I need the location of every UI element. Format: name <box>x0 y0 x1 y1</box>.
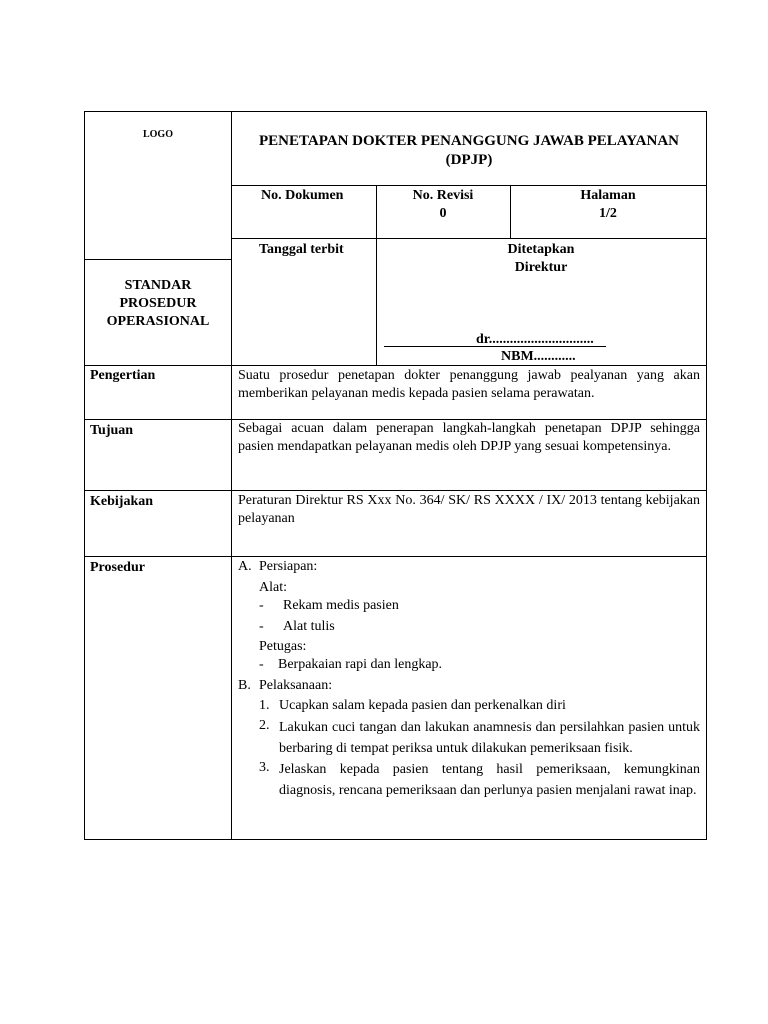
tanggal-terbit-label: Tanggal terbit <box>259 242 344 257</box>
petugas-item: Berpakaian rapi dan lengkap. <box>278 657 443 672</box>
step-b-title: Pelaksanaan: <box>259 678 333 693</box>
step-a-marker: A. <box>238 559 252 574</box>
table-border-right <box>706 111 707 840</box>
dash-marker: - <box>259 657 264 672</box>
step-text: Jelaskan kepada pasien tentang hasil pemeriksaan, kemungkinan diagnosis, rencana pemeriksaan dan perlunya pasien menjalani rawat inap. <box>279 762 700 798</box>
halaman-value: 1/2 <box>599 206 617 221</box>
sop-label-line1: STANDAR <box>124 278 192 293</box>
sop-label-line2: PROSEDUR <box>119 296 197 311</box>
kebijakan-text: Peraturan Direktur RS Xxx No. 364/ SK/ RS XXXX / IX/ 2013 tentang kebijakan pelayanan <box>238 493 700 526</box>
header-meta-divider <box>231 238 707 239</box>
step-number: 2. <box>259 718 270 733</box>
no-revisi-label: No. Revisi <box>412 188 474 203</box>
alat-item: Rekam medis pasien <box>283 598 399 613</box>
step-number: 3. <box>259 760 270 775</box>
step-number: 1. <box>259 698 270 713</box>
logo-placeholder: LOGO <box>142 129 173 140</box>
table-border-left <box>84 111 85 840</box>
alat-label: Alat: <box>259 580 287 595</box>
step-text: Ucapkan salam kepada pasien dan perkenalkan diri <box>279 698 566 713</box>
tujuan-text: Sebagai acuan dalam penerapan langkah-langkah penetapan DPJP sehingga pasien mendapatkan pelayanan medis oleh DPJP yang sesuai kompetensinya. <box>238 421 700 454</box>
dash-marker: - <box>259 598 264 613</box>
row-line-prosedur <box>84 556 707 557</box>
halaman-label: Halaman <box>580 188 636 203</box>
sop-label-line3: OPERASIONAL <box>106 314 210 329</box>
row-line-pengertian <box>84 365 707 366</box>
signature-nbm: NBM............ <box>501 349 576 364</box>
step-text: Lakukan cuci tangan dan lakukan anamnesis dan persilahkan pasien untuk berbaring di tempat periksa untuk dilakukan pemeriksaan fisik. <box>279 720 700 756</box>
logo-sop-divider <box>84 259 232 260</box>
kebijakan-label: Kebijakan <box>90 494 154 509</box>
step-a-title: Persiapan: <box>259 559 318 574</box>
no-revisi-value: 0 <box>439 206 447 221</box>
table-border-top <box>84 111 707 112</box>
dash-marker: - <box>259 619 264 634</box>
no-dokumen-label: No. Dokumen <box>261 188 344 203</box>
row-line-kebijakan <box>84 490 707 491</box>
alat-item: Alat tulis <box>283 619 335 634</box>
column-divider <box>231 111 232 840</box>
direktur-label: Direktur <box>514 260 568 275</box>
prosedur-label: Prosedur <box>90 560 145 575</box>
table-border-bottom <box>84 839 707 840</box>
tujuan-label: Tujuan <box>90 423 134 438</box>
petugas-label: Petugas: <box>259 639 307 654</box>
step-b-marker: B. <box>238 678 251 693</box>
ditetapkan-label: Ditetapkan <box>507 242 575 257</box>
pengertian-label: Pengertian <box>90 368 156 383</box>
header-title-divider <box>231 185 707 186</box>
document-title-line2: (DPJP) <box>445 152 493 168</box>
signature-dr: dr.............................. <box>476 332 594 347</box>
document-title-line1: PENETAPAN DOKTER PENANGGUNG JAWAB PELAYANAN <box>258 133 680 149</box>
pengertian-text: Suatu prosedur penetapan dokter penanggung jawab pealyanan yang akan memberikan pelayanan medis kepada pasien selama perawatan. <box>238 368 700 401</box>
